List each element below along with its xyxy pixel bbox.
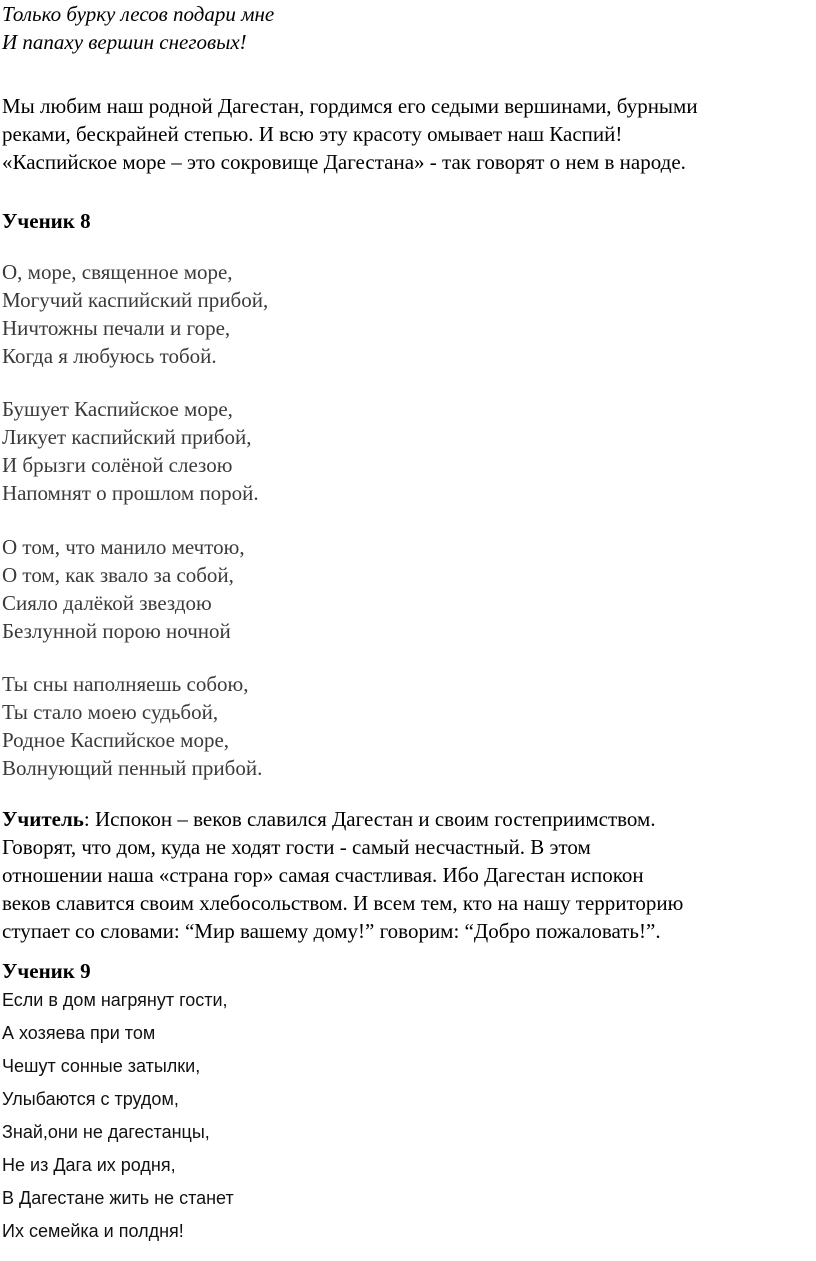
poem-line: О том, как звало за собой, [2,563,234,587]
poem-line: Их семейка и полдня! [2,1221,184,1241]
poem-line: О том, что манило мечтою, [2,535,245,559]
teacher-first-line [2,805,816,833]
poem-line: Ты сны наполняешь собою, [2,672,249,696]
poem-stanza-1 [2,258,816,370]
intro-poem-line: И папаху вершин снеговых! [2,30,247,54]
poem-line: В Дагестане жить не станет [2,1188,234,1208]
poem-line: Не из Дага их родня, [2,1155,176,1175]
poem-line: Бушует Каспийское море, [2,397,233,421]
poem-line: Волнующий пенный прибой. [2,756,263,780]
poem-line: Родное Каспийское море, [2,728,230,752]
poem-line: Ты стало моею судьбой, [2,700,219,724]
intro-paragraph [2,92,816,176]
poem-stanza-3 [2,533,816,645]
teacher-line: веков славится своим хлебосольством. И всем тем, кто на нашу территорию [2,891,684,915]
poem-line: Если в дом нагрянут гости, [2,990,228,1010]
teacher-line: ступает со словами: “Мир вашему дому!” говорим: “Добро пожаловать!”. [2,919,661,943]
paragraph-line: «Каспийское море – это сокровище Дагестана» - так говорят о нем в народе. [2,150,686,174]
teacher-first-line-text: : Испокон – веков славился Дагестан и своим гостеприимством. [83,807,656,831]
teacher-paragraph [2,805,816,945]
teacher-line: Говорят, что дом, куда не ходят гости - самый несчастный. В этом [2,835,591,859]
paragraph-line: Мы любим наш родной Дагестан, гордимся его седыми вершинами, бурными [2,94,698,118]
poem-line: Ничтожны печали и горе, [2,316,231,340]
poem-line: Могучий каспийский прибой, [2,288,269,312]
poem-line: О, море, священное море, [2,260,233,284]
intro-poem-line: Только бурку лесов подари мне [2,2,275,26]
poem-stanza-2 [2,395,816,507]
poem-line: Ликует каспийский прибой, [2,425,252,449]
poem-line: Знай,они не дагестанцы, [2,1122,210,1142]
student9-poem [2,984,816,1248]
intro-poem [2,0,816,56]
poem-stanza-4 [2,670,816,782]
student9-heading: Ученик 9 [2,959,91,983]
poem-line: Когда я любуюсь тобой. [2,344,217,368]
poem-line: Улыбаются с трудом, [2,1089,179,1109]
poem-line: Чешут сонные затылки, [2,1056,201,1076]
student8-heading: Ученик 8 [2,209,91,233]
paragraph-line: реками, бескрайней степью. И всю эту красоту омывает наш Каспий! [2,122,623,146]
poem-line: Сияло далёкой звездою [2,591,212,615]
teacher-line: отношении наша «страна гор» самая счастливая. Ибо Дагестан испокон [2,863,644,887]
teacher-label: Учитель [2,807,84,831]
poem-line: Безлунной порою ночной [2,619,231,643]
poem-line: А хозяева при том [2,1023,156,1043]
poem-line: Напомнят о прошлом порой. [2,481,259,505]
poem-line: И брызги солёной слезою [2,453,233,477]
